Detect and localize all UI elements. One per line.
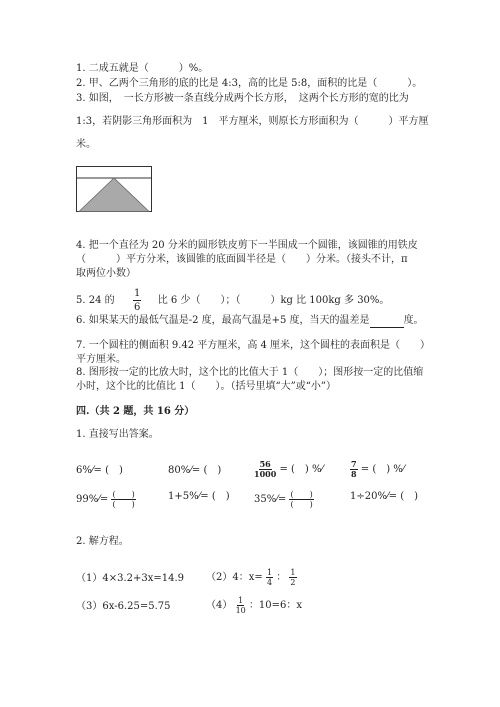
one-sixth-fraction bbox=[133, 287, 141, 314]
answer-blank-line bbox=[370, 316, 404, 328]
calc-a3-rest: = ( ) %⁄ bbox=[279, 464, 324, 475]
question-8-line-2: 小时，这个比的比值比 1（ ）。（括号里填“大”或“小”） bbox=[76, 381, 336, 392]
calc-b4: 1÷20%⁄= ( ) bbox=[350, 491, 418, 502]
question-2: 2. 甲、乙两个三角形的底的比是 4:3，高的比是 5:8，面积的比是（ ）。 bbox=[76, 78, 423, 89]
equation-4-fraction bbox=[236, 596, 246, 615]
fraction-denominator: 10 bbox=[235, 606, 246, 615]
calc-a4-fraction bbox=[350, 460, 358, 479]
calc-a3 bbox=[254, 460, 323, 479]
equation-4-prefix: （4） bbox=[206, 600, 233, 611]
equation-2-prefix: （2）4：x= bbox=[206, 572, 263, 583]
equation-2-separator: ： bbox=[276, 572, 287, 583]
fraction-numerator: 1 bbox=[238, 596, 244, 605]
fraction-numerator: 1 bbox=[290, 568, 296, 577]
equation-2 bbox=[206, 568, 297, 587]
calc-b3 bbox=[254, 490, 314, 509]
question-7-line-1: 7. 一个圆柱的侧面积 9.42 平方厘米，高 4 厘米，这个圆柱的表面积是（ ） bbox=[76, 340, 431, 351]
rectangle-figure bbox=[76, 166, 152, 212]
question-8-line-1: 8. 图形按一定的比放大时，这个比的比值大于 1（ ）；图形按一定的比值缩 bbox=[76, 367, 424, 378]
question-4-line-2: （ ）平方分米，该圆锥的底面圆半径是（ ）分米。（接头不计，π bbox=[76, 254, 408, 265]
part-2-title: 2. 解方程。 bbox=[76, 536, 129, 547]
equation-4 bbox=[206, 596, 302, 615]
calc-a4 bbox=[350, 460, 404, 479]
calc-b1-fraction bbox=[111, 490, 135, 509]
fraction-denominator: ( ) bbox=[112, 500, 135, 509]
calc-b1-prefix: 99%⁄= bbox=[76, 494, 109, 505]
fraction-numerator: 1 bbox=[134, 288, 141, 299]
fraction-denominator: 8 bbox=[351, 469, 357, 479]
fraction-numerator: ( ) bbox=[112, 490, 135, 499]
part-1-title: 1. 直接写出答案。 bbox=[76, 429, 159, 440]
calc-a4-rest: = ( ) %⁄ bbox=[360, 464, 405, 475]
fraction-denominator: 4 bbox=[266, 578, 273, 587]
equation-3: （3）6x-6.25=5.75 bbox=[76, 601, 171, 612]
question-4-line-1: 4. 把一个直径为 20 分米的圆形铁皮剪下一半围成一个圆锥，该圆锥的用铁皮 bbox=[76, 240, 418, 251]
equation-2-fraction-1 bbox=[266, 568, 273, 587]
question-6-end: 度。 bbox=[403, 315, 424, 326]
question-4-line-3: 取两位小数） bbox=[76, 268, 136, 279]
equation-1: （1）4×3.2+3x=14.9 bbox=[76, 573, 185, 584]
calc-a3-fraction bbox=[254, 460, 276, 479]
equation-2-fraction-2 bbox=[289, 568, 296, 587]
fraction-denominator: 6 bbox=[134, 302, 141, 313]
fraction-numerator: 1 bbox=[266, 568, 273, 577]
calc-a1: 6%⁄= ( ) bbox=[76, 465, 123, 476]
fraction-numerator: 7 bbox=[351, 459, 357, 469]
fraction-denominator: ( ) bbox=[290, 500, 313, 509]
question-1: 1. 二成五就是（ ）%。 bbox=[76, 63, 209, 74]
question-5-suffix: 比 6 少（ ）；（ ）kg 比 100kg 多 30%。 bbox=[157, 295, 390, 306]
question-6-text: 6. 如果某天的最低气温是-2 度，最高气温是+5 度，当天的温差是 bbox=[76, 315, 370, 326]
fraction-denominator: 1000 bbox=[254, 469, 277, 479]
fraction-numerator: ( ) bbox=[290, 490, 313, 499]
question-3-line-3: 米。 bbox=[76, 139, 96, 150]
question-3-line-1: 3. 如图， 一长方形被一条直线分成两个长方形， 这两个长方形的宽的比为 bbox=[76, 93, 409, 104]
question-5-prefix: 5. 24 的 bbox=[76, 295, 115, 306]
question-3-line-2: 1:3，若阴影三角形面积为 1 平方厘米，则原长方形面积为（ ）平方厘 bbox=[76, 116, 429, 127]
calc-b2: 1+5%⁄= ( ) bbox=[168, 491, 230, 502]
calc-b3-fraction bbox=[289, 490, 313, 509]
section-4-heading: 四.（共 2 题，共 16 分） bbox=[76, 406, 195, 417]
question-7-line-2: 平方厘米。 bbox=[76, 354, 126, 365]
calc-b3-prefix: 35%⁄= bbox=[254, 494, 287, 505]
fraction-denominator: 2 bbox=[290, 578, 296, 587]
calc-a2: 80%⁄= ( ) bbox=[168, 465, 222, 476]
question-5 bbox=[76, 287, 389, 314]
question-6 bbox=[76, 314, 424, 328]
fraction-numerator: 56 bbox=[259, 459, 271, 469]
equation-4-rest: ：10=6：x bbox=[248, 600, 303, 611]
calc-b1 bbox=[76, 490, 136, 509]
